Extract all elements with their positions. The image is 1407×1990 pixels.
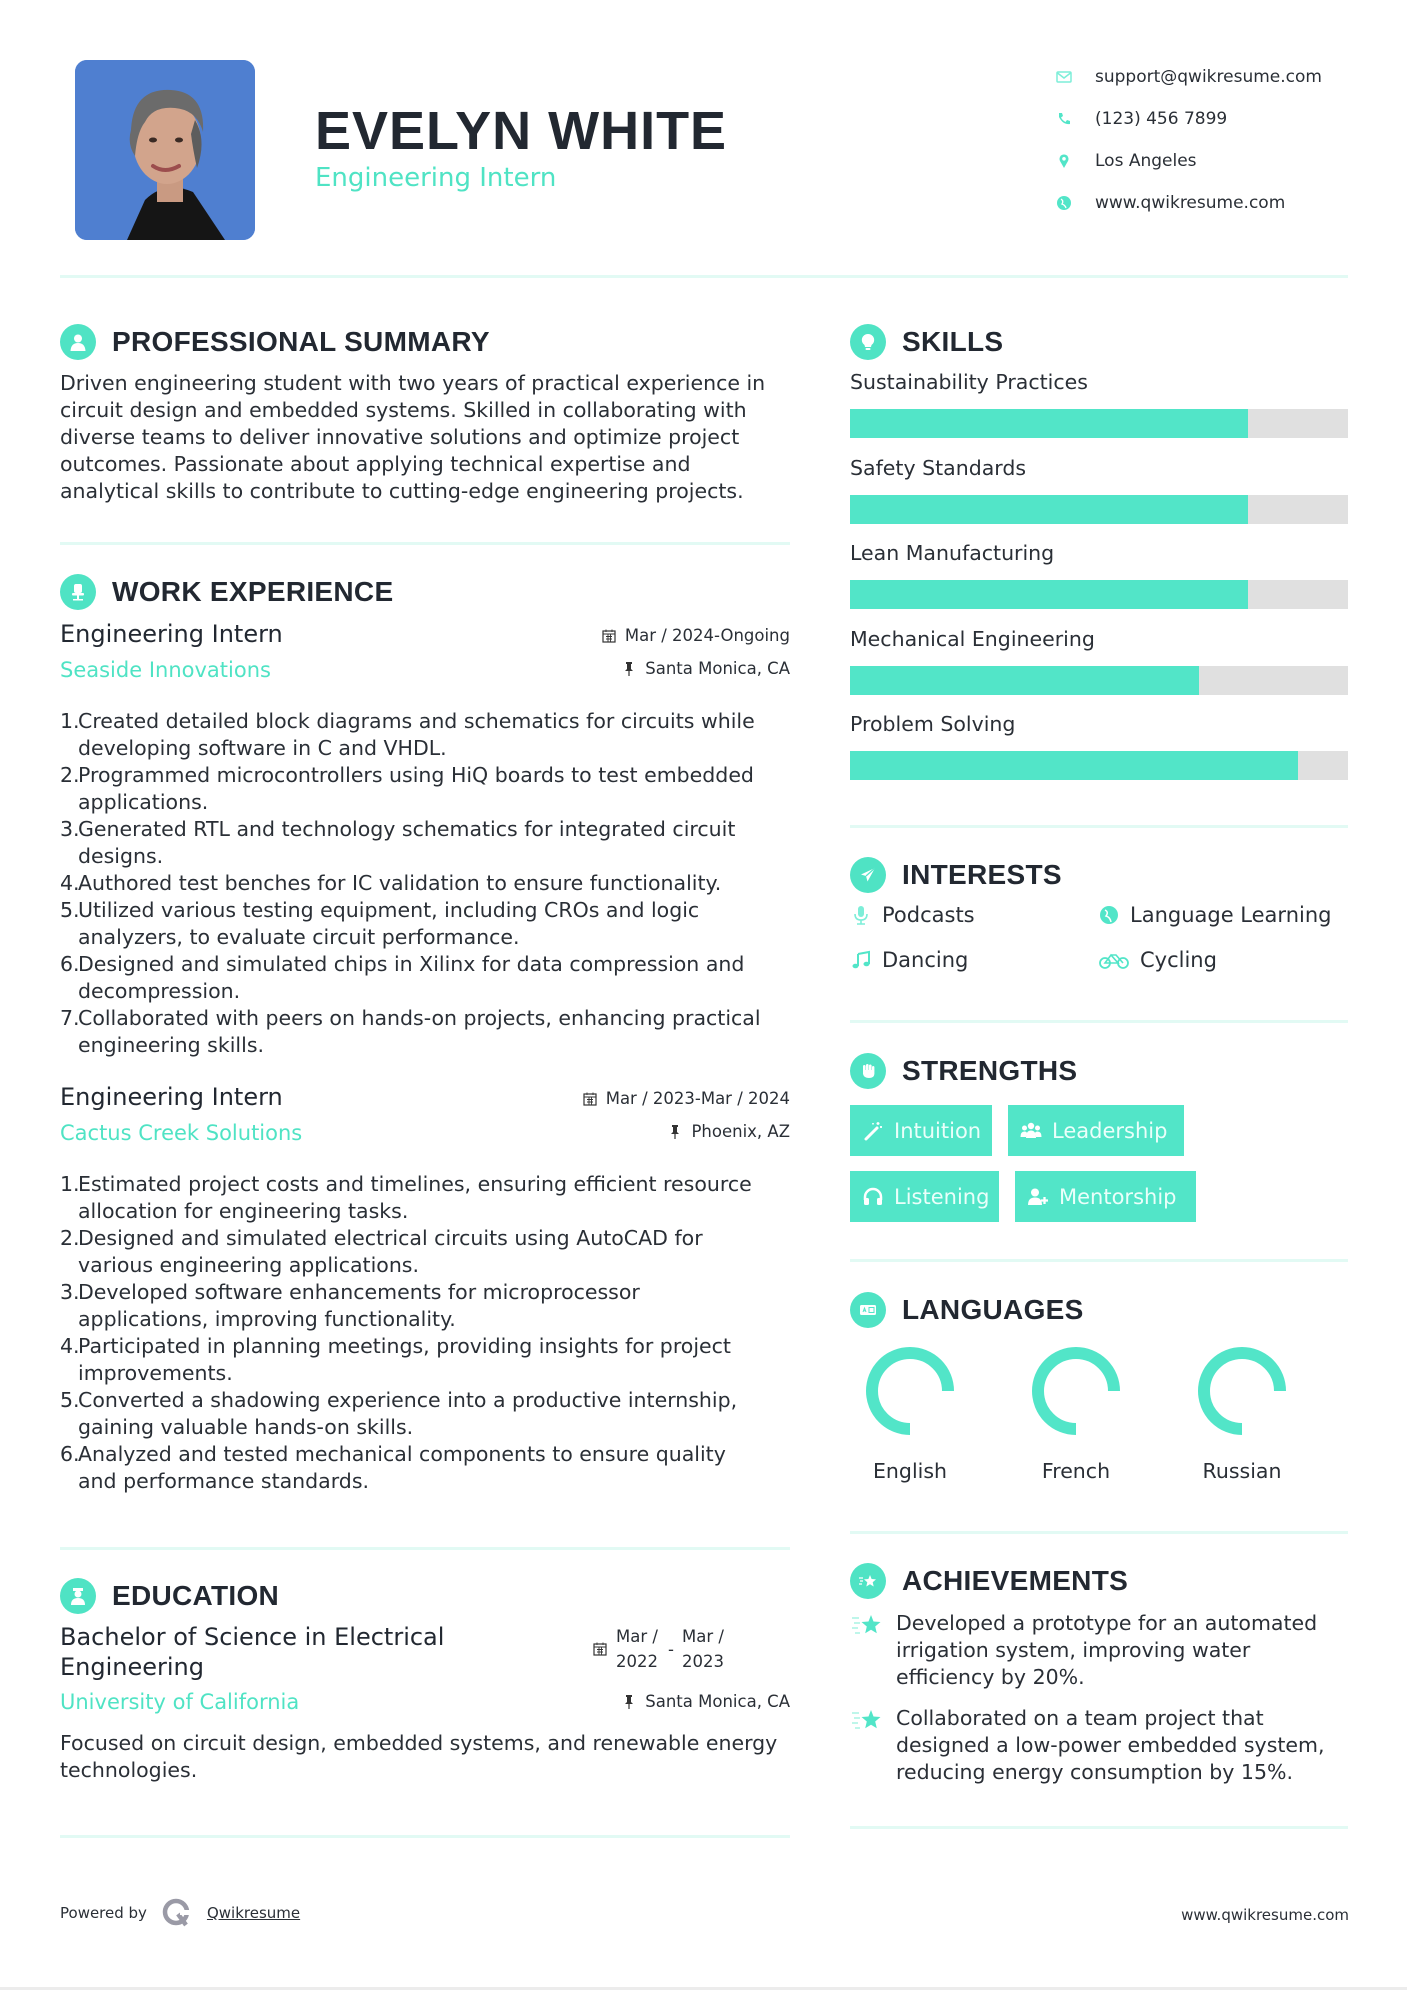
footer-powered-by xyxy=(60,1897,300,1929)
skill-bar xyxy=(850,666,1348,695)
candidate-title: Engineering Intern xyxy=(315,163,557,193)
interest-name: Dancing xyxy=(882,948,969,972)
music-note-icon xyxy=(850,949,872,971)
contact-location xyxy=(1055,140,1322,182)
calendar-icon xyxy=(592,1641,608,1657)
skill-bar xyxy=(850,495,1348,524)
contact-email[interactable] xyxy=(1055,56,1322,98)
contact-phone-text: (123) 456 7899 xyxy=(1095,109,1228,129)
skills-list xyxy=(850,370,1348,798)
interests-divider xyxy=(850,1020,1348,1023)
skill-name: Lean Manufacturing xyxy=(850,541,1055,565)
shooting-star-icon xyxy=(850,1707,884,1735)
phone-icon xyxy=(1055,110,1073,128)
skill-item xyxy=(850,456,1348,542)
interest-item xyxy=(1098,903,1331,927)
magic-wand-icon xyxy=(862,1120,884,1142)
experience-header xyxy=(60,574,393,610)
job-company: Seaside Innovations xyxy=(60,658,271,682)
job-bullet: 2. Programmed microcontrollers using HiQ boards to test embedded applications. xyxy=(60,763,754,814)
language-name: French xyxy=(1041,1459,1111,1483)
strengths-header xyxy=(850,1053,1077,1089)
strength-name: Listening xyxy=(894,1184,990,1209)
job-date xyxy=(582,1089,790,1108)
language-item xyxy=(1187,1345,1297,1483)
skill-name: Mechanical Engineering xyxy=(850,626,1095,651)
language-progress-ring xyxy=(864,1345,956,1437)
bicycle-icon xyxy=(1098,949,1130,971)
job-bullet: 3. Developed software enhancements for microprocessor applications, improving functionality. xyxy=(60,1280,640,1331)
job-location xyxy=(667,1122,790,1141)
skill-bar xyxy=(850,751,1348,780)
strength-tag xyxy=(1008,1105,1184,1156)
interest-item xyxy=(850,948,968,972)
job-entry xyxy=(60,1083,790,1493)
languages-divider xyxy=(850,1531,1348,1534)
strength-name: Leadership xyxy=(1052,1118,1168,1143)
headphones-icon xyxy=(862,1186,884,1208)
achievement-text: Collaborated on a team project that designed a low-power embedded system, reducing energy consumption by 15%. xyxy=(896,1706,1325,1784)
calendar-icon xyxy=(582,1091,598,1107)
edu-location-text: Santa Monica, CA xyxy=(645,1692,790,1711)
interest-name: Language Learning xyxy=(1130,903,1332,927)
language-item xyxy=(855,1345,965,1483)
pushpin-icon xyxy=(621,661,637,677)
skill-bar xyxy=(850,409,1348,438)
experience-heading: WORK EXPERIENCE xyxy=(112,576,394,607)
skills-header xyxy=(850,324,1003,360)
footer-website[interactable]: www.qwikresume.com xyxy=(1181,1906,1349,1924)
calendar-icon xyxy=(601,628,617,644)
contact-location-text: Los Angeles xyxy=(1095,151,1197,171)
job-date-text: Mar / 2024-Ongoing xyxy=(624,626,790,645)
summary-text: Driven engineering student with two years of practical experience in circuit design and embedded systems. Skilled in collaborating with diverse teams to deliver innovative solutions and optimize project outcomes. Passionate about applying technical expertise and analytical skills to contribute to cutting-edge engineering projects. xyxy=(60,371,766,503)
language-item xyxy=(1021,1345,1131,1483)
interest-item xyxy=(1098,948,1217,972)
languages-heading: LANGUAGES xyxy=(902,1294,1084,1325)
job-date xyxy=(601,626,790,645)
contact-website-text: www.qwikresume.com xyxy=(1095,193,1286,213)
achievements-heading: ACHIEVEMENTS xyxy=(902,1565,1129,1596)
language-name: English xyxy=(872,1459,948,1483)
experience-divider xyxy=(60,1547,790,1550)
group-icon xyxy=(1020,1120,1042,1142)
job-bullet: 5. Converted a shadowing experience into a productive internship, gaining valuable hands-on skills. xyxy=(60,1388,738,1439)
user-icon xyxy=(60,324,96,360)
strength-name: Mentorship xyxy=(1059,1184,1177,1209)
job-location xyxy=(621,659,790,678)
strengths-divider xyxy=(850,1259,1348,1262)
skill-bar-fill xyxy=(850,495,1248,524)
job-title: Engineering Intern xyxy=(60,1083,283,1111)
achievements-header xyxy=(850,1563,1128,1599)
contact-list xyxy=(1055,56,1322,224)
edu-date xyxy=(592,1624,732,1674)
interest-name: Cycling xyxy=(1140,948,1217,972)
education-entry xyxy=(60,1622,790,1792)
job-bullet: 1. Created detailed block diagrams and schematics for circuits while developing software in C and VHDL. xyxy=(60,709,755,760)
graduate-icon xyxy=(60,1578,96,1614)
skill-name: Sustainability Practices xyxy=(850,370,1088,394)
skills-divider xyxy=(850,825,1348,828)
job-bullet: 4. Authored test benches for IC validation to ensure functionality. xyxy=(60,871,722,895)
header-divider xyxy=(60,275,1348,278)
skill-item xyxy=(850,712,1348,798)
powered-by-label: Powered by xyxy=(60,1904,147,1922)
language-name: Russian xyxy=(1202,1459,1282,1483)
strength-name: Intuition xyxy=(894,1118,982,1143)
profile-photo xyxy=(75,60,255,240)
job-bullet: 1. Estimated project costs and timelines, ensuring efficient resource allocation for engineering tasks. xyxy=(60,1172,752,1223)
skill-bar-fill xyxy=(850,409,1248,438)
job-bullet: 7. Collaborated with peers on hands-on projects, enhancing practical engineering skills. xyxy=(60,1006,761,1057)
summary-heading: PROFESSIONAL SUMMARY xyxy=(112,326,490,357)
summary-divider xyxy=(60,542,790,545)
interests-heading: INTERESTS xyxy=(902,859,1062,890)
education-divider xyxy=(60,1835,790,1838)
language-progress-ring xyxy=(1196,1345,1288,1437)
skill-name: Problem Solving xyxy=(850,712,1016,736)
candidate-name: EVELYN WHITE xyxy=(315,101,728,161)
fist-icon xyxy=(850,1053,886,1089)
contact-website[interactable] xyxy=(1055,182,1322,224)
achievement-text: Developed a prototype for an automated irrigation system, improving water efficiency by 20%. xyxy=(896,1611,1318,1689)
skill-item xyxy=(850,627,1348,713)
job-location-text: Phoenix, AZ xyxy=(691,1122,790,1141)
contact-phone[interactable] xyxy=(1055,98,1322,140)
skill-bar xyxy=(850,580,1348,609)
skill-bar-fill xyxy=(850,666,1199,695)
job-bullet: 2. Designed and simulated electrical circuits using AutoCAD for various engineering applications. xyxy=(60,1226,703,1277)
job-bullet: 6. Designed and simulated chips in Xilinx for data compression and decompression. xyxy=(60,952,745,1003)
edu-date-start: Mar / 2022 xyxy=(616,1627,658,1671)
strength-tag xyxy=(1015,1171,1196,1222)
job-title: Engineering Intern xyxy=(60,620,283,648)
translate-icon xyxy=(850,1292,886,1328)
education-header xyxy=(60,1578,279,1614)
job-bullet: 5. Utilized various testing equipment, including CROs and logic analyzers, to evaluate circuit performance. xyxy=(60,898,700,949)
microphone-icon xyxy=(850,904,872,926)
pushpin-icon xyxy=(621,1694,637,1710)
edu-description: Focused on circuit design, embedded systems, and renewable energy technologies. xyxy=(60,1731,778,1782)
edu-degree: Bachelor of Science in Electrical Engineering xyxy=(60,1623,445,1681)
lightbulb-icon xyxy=(850,324,886,360)
office-chair-icon xyxy=(60,574,96,610)
job-bullets xyxy=(60,1171,790,1495)
shooting-star-icon xyxy=(850,1563,886,1599)
edu-date-end: Mar / 2023 xyxy=(682,1627,724,1671)
edu-location xyxy=(621,1692,790,1711)
skill-bar-fill xyxy=(850,580,1248,609)
languages-header xyxy=(850,1292,1084,1328)
envelope-icon xyxy=(1055,68,1073,86)
strengths-heading: STRENGTHS xyxy=(902,1055,1078,1086)
edu-school: University of California xyxy=(60,1690,300,1714)
job-bullet: 6. Analyzed and tested mechanical components to ensure quality and performance standards. xyxy=(60,1442,726,1493)
globe-icon xyxy=(1055,194,1073,212)
globe-icon xyxy=(1098,904,1120,926)
qwikresume-logo-icon xyxy=(161,1897,193,1929)
qwikresume-link[interactable]: Qwikresume xyxy=(206,1904,301,1922)
achievement-item xyxy=(850,1610,1348,1691)
job-bullets xyxy=(60,708,790,1059)
pushpin-icon xyxy=(667,1124,683,1140)
education-heading: EDUCATION xyxy=(112,1580,280,1611)
language-progress-ring xyxy=(1030,1345,1122,1437)
skill-item xyxy=(850,541,1348,627)
achievement-item xyxy=(850,1705,1348,1786)
paper-plane-icon xyxy=(850,857,886,893)
strength-tag xyxy=(850,1171,999,1222)
edu-date-sep: - xyxy=(668,1639,674,1659)
job-location-text: Santa Monica, CA xyxy=(645,659,790,678)
job-bullet: 3. Generated RTL and technology schematics for integrated circuit designs. xyxy=(60,817,736,868)
strength-tag xyxy=(850,1105,992,1156)
skill-name: Safety Standards xyxy=(850,455,1027,480)
interest-item xyxy=(850,903,975,927)
summary-header xyxy=(60,324,490,360)
map-pin-icon xyxy=(1055,152,1073,170)
shooting-star-icon xyxy=(850,1612,884,1640)
job-company: Cactus Creek Solutions xyxy=(60,1121,303,1145)
job-entry xyxy=(60,620,790,1057)
skill-bar-fill xyxy=(850,751,1298,780)
contact-email-text: support@qwikresume.com xyxy=(1095,67,1322,87)
skill-item xyxy=(850,370,1348,456)
interest-name: Podcasts xyxy=(882,903,975,927)
job-bullet: 4. Participated in planning meetings, providing insights for project improvements. xyxy=(60,1334,731,1385)
skills-heading: SKILLS xyxy=(902,326,1004,357)
job-date-text: Mar / 2023-Mar / 2024 xyxy=(605,1089,790,1108)
achievements-divider xyxy=(850,1826,1348,1829)
user-plus-icon xyxy=(1027,1186,1049,1208)
interests-header xyxy=(850,857,1062,893)
